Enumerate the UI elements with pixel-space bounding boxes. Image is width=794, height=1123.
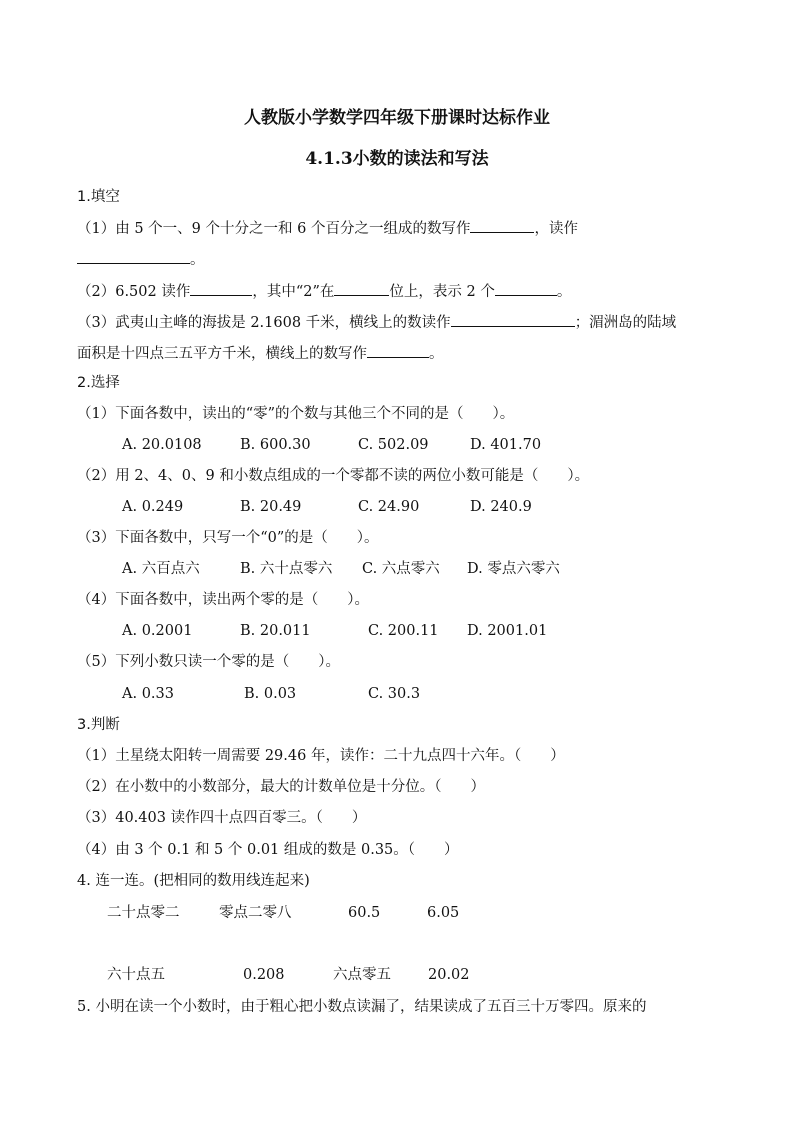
s2-q1-option-c[interactable]: C. 502.09 [358, 437, 429, 453]
s1-q2-text-c: 位上，表示 2 个 [389, 284, 495, 300]
s2-q5-option-c[interactable]: C. 30.3 [368, 686, 421, 702]
answer-blank[interactable] [77, 248, 190, 264]
s2-q4-option-a[interactable]: A. 0.2001 [122, 623, 193, 639]
answer-blank[interactable] [334, 280, 389, 296]
s3-question-1: （1）土星绕太阳转一周需要 29.46 年，读作：二十九点四十六年。（ ） [77, 748, 565, 764]
s1-question-1-cont [77, 248, 205, 270]
s2-question-4: （4）下面各数中，读出两个零的是（ ）。 [77, 592, 369, 608]
answer-blank[interactable] [495, 280, 557, 296]
s2-question-3: （3）下面各数中，只写一个“0”的是（ ）。 [77, 530, 379, 546]
document-title: 人教版小学数学四年级下册课时达标作业 [244, 108, 550, 128]
s2-q1-option-a[interactable]: A. 20.0108 [122, 437, 202, 453]
s1-q1-text-a: （1）由 5 个一、9 个十分之一和 6 个百分之一组成的数写作 [77, 221, 471, 237]
section-2-heading: 2.选择 [77, 375, 120, 391]
s1-question-1 [77, 217, 578, 239]
s2-q2-option-d[interactable]: D. 240.9 [470, 499, 532, 515]
s1-q3-text-b: ；湄洲岛的陆域 [574, 315, 677, 331]
s2-q3-option-d[interactable]: D. 零点六零六 [467, 561, 560, 577]
s5-question: 5. 小明在读一个小数时，由于粗心把小数点读漏了，结果读成了五百三十万零四。原来的 [77, 999, 647, 1015]
s2-q2-option-b[interactable]: B. 20.49 [240, 499, 302, 515]
s2-q1-option-b[interactable]: B. 600.30 [240, 437, 311, 453]
s2-q3-option-b[interactable]: B. 六十点零六 [240, 561, 333, 577]
section-3-heading: 3.判断 [77, 717, 120, 733]
s3-question-3: （3）40.403 读作四十点四百零三。（ ） [77, 810, 367, 826]
s2-question-5: （5）下列小数只读一个零的是（ ）。 [77, 654, 340, 670]
s1-q2-text-d: 。 [556, 284, 572, 300]
answer-blank[interactable] [470, 217, 534, 233]
s2-q3-option-c[interactable]: C. 六点零六 [362, 561, 440, 577]
match-top-item[interactable]: 6.05 [427, 905, 460, 921]
s2-q1-option-d[interactable]: D. 401.70 [470, 437, 542, 453]
answer-blank[interactable] [190, 280, 252, 296]
section-4-heading: 4. 连一连。(把相同的数用线连起来) [77, 873, 310, 889]
s2-q5-option-a[interactable]: A. 0.33 [122, 686, 174, 702]
answer-blank[interactable] [367, 342, 429, 358]
s1-q1-text-b: ，读作 [534, 221, 578, 237]
s1-q3-text-c: 面积是十四点三五平方千米，横线上的数写作 [77, 346, 367, 362]
s2-q2-option-c[interactable]: C. 24.90 [358, 499, 420, 515]
document-subtitle: 4.1.3小数的读法和写法 [305, 149, 489, 169]
s2-question-2: （2）用 2、4、0、9 和小数点组成的一个零都不读的两位小数可能是（ ）。 [77, 468, 590, 484]
s2-q5-option-b[interactable]: B. 0.03 [244, 686, 297, 702]
answer-blank[interactable] [451, 311, 575, 327]
s2-q4-option-d[interactable]: D. 2001.01 [467, 623, 548, 639]
s2-q4-option-b[interactable]: B. 20.011 [240, 623, 311, 639]
s3-question-2: （2）在小数中的小数部分，最大的计数单位是十分位。（ ） [77, 779, 485, 795]
s1-q3-text-d: 。 [429, 346, 444, 362]
s1-question-2 [77, 280, 571, 302]
s2-question-1: （1）下面各数中，读出的“零”的个数与其他三个不同的是（ ）。 [77, 406, 515, 422]
s1-q3-text-a: （3）武夷山主峰的海拔是 2.1608 千米，横线上的数读作 [77, 315, 451, 331]
s2-q2-option-a[interactable]: A. 0.249 [122, 499, 184, 515]
match-bottom-item[interactable]: 0.208 [243, 967, 285, 983]
match-top-item[interactable]: 二十点零二 [107, 905, 180, 921]
s1-question-3-cont [77, 342, 444, 364]
match-top-item[interactable]: 零点二零八 [219, 905, 292, 921]
s1-q2-text-a: （2）6.502 读作 [77, 284, 191, 300]
s2-q3-option-a[interactable]: A. 六百点六 [122, 561, 200, 577]
s1-question-3 [77, 311, 676, 333]
s1-q1-text-c: 。 [190, 252, 205, 268]
match-bottom-item[interactable]: 20.02 [428, 967, 470, 983]
match-top-item[interactable]: 60.5 [348, 905, 381, 921]
s2-q4-option-c[interactable]: C. 200.11 [368, 623, 439, 639]
s1-q2-text-b: ，其中“2”在 [252, 284, 335, 300]
s3-question-4: （4）由 3 个 0.1 和 5 个 0.01 组成的数是 0.35。（ ） [77, 842, 459, 858]
match-bottom-item[interactable]: 六点零五 [333, 967, 391, 983]
section-1-heading: 1.填空 [77, 189, 120, 205]
match-bottom-item[interactable]: 六十点五 [107, 967, 165, 983]
